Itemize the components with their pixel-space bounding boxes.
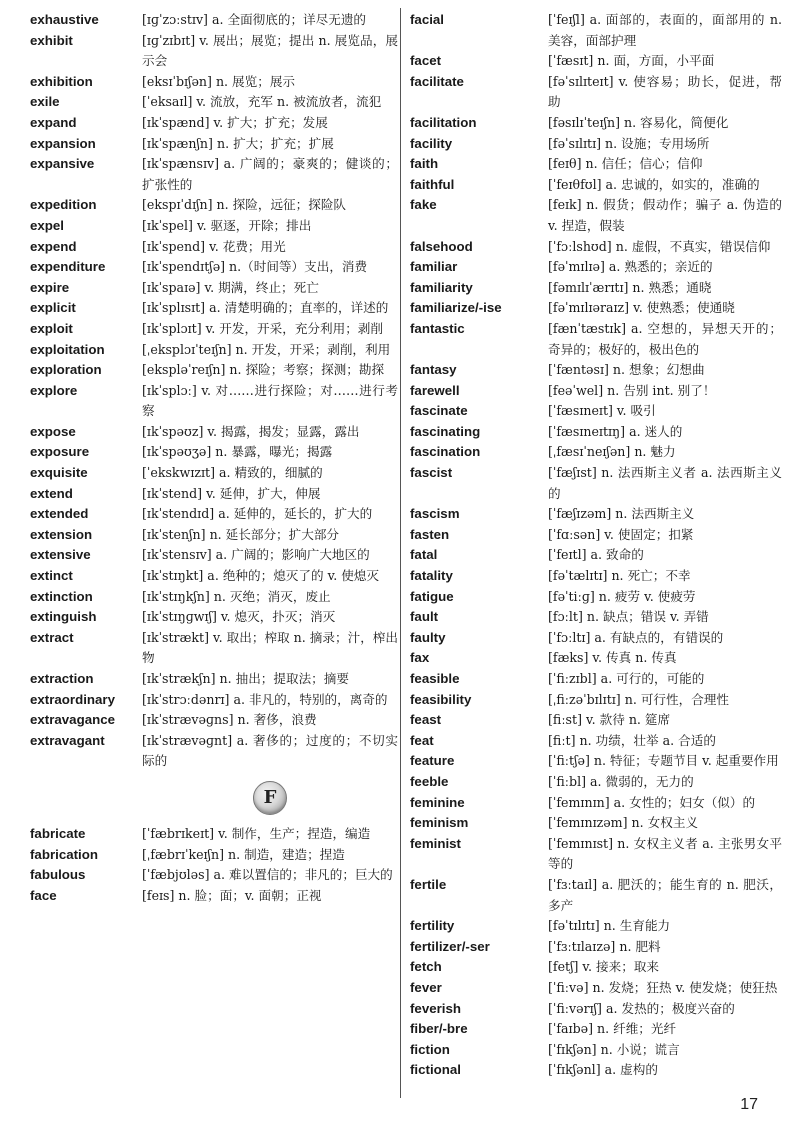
dictionary-entry [30, 381, 398, 422]
headword: fatality [410, 568, 453, 584]
dictionary-entry [410, 710, 782, 731]
headword: extinction [30, 588, 93, 604]
dictionary-entry [410, 916, 782, 937]
definition: [fæks] v. 传真 n. 传真 [548, 650, 677, 666]
dictionary-entry [30, 824, 398, 845]
headword: fantastic [410, 320, 465, 336]
definition: [ˈfæsɪneɪtɪŋ] a. 迷人的 [548, 423, 683, 439]
headword: fascination [410, 444, 481, 460]
right-column [410, 10, 782, 1081]
dictionary-entry [410, 690, 782, 711]
headword: feminine [410, 794, 465, 810]
dictionary-entry [410, 504, 782, 525]
dictionary-entry [410, 525, 782, 546]
dictionary-entry [30, 134, 398, 155]
headword: extinct [30, 568, 73, 584]
headword: feminism [410, 815, 469, 831]
definition: [ɪkˈstrævəɡnt] a. 奢侈的；过度的；不切实际的 [142, 732, 398, 769]
definition: [fəˈtɪlɪtɪ] n. 生育能力 [548, 918, 671, 934]
headword: expose [30, 423, 76, 439]
dictionary-entry [30, 566, 398, 587]
dictionary-entry [410, 381, 782, 402]
definition: [ˈfeɪθfʊl] a. 忠诚的，如实的，准确的 [548, 176, 760, 192]
definition: [ˌfiːzəˈbɪlɪtɪ] n. 可行性，合理性 [548, 691, 729, 707]
dictionary-entry [410, 113, 782, 134]
dictionary-entry [30, 886, 398, 907]
dictionary-entry [30, 113, 398, 134]
dictionary-entry [30, 669, 398, 690]
headword: fascinate [410, 403, 468, 419]
definition: [ɪkˈstrɔːdənrɪ] a. 非凡的，特别的，离奇的 [142, 691, 388, 707]
dictionary-entry [410, 669, 782, 690]
dictionary-entry [410, 566, 782, 587]
headword: explore [30, 382, 78, 398]
definition: [ˈfiːvərɪʃ] a. 发热的；极度兴奋的 [548, 1000, 735, 1016]
definition: [ɪkˈspendɪtʃə] n.（时间等）支出，消费 [142, 259, 368, 275]
headword: exhaustive [30, 12, 99, 27]
dictionary-entry [410, 1060, 782, 1081]
definition: [ɪkˈstendɪd] a. 延伸的，延长的，扩大的 [142, 506, 373, 522]
headword: fatigue [410, 588, 454, 604]
headword: fasten [410, 526, 450, 542]
dictionary-entry [30, 525, 398, 546]
definition: [ˈfɪkʃən] n. 小说；谎言 [548, 1041, 680, 1057]
headword: extraction [30, 671, 94, 686]
definition: [ˈfɔːltɪ] a. 有缺点的，有错误的 [548, 629, 724, 645]
dictionary-entry [410, 999, 782, 1020]
dictionary-entry [30, 298, 398, 319]
headword: fiber/-bre [410, 1021, 468, 1037]
headword: facilitate [410, 73, 464, 89]
definition: [fəmɪlɪˈærɪtɪ] n. 熟悉；通晓 [548, 279, 712, 295]
headword: extravagant [30, 732, 105, 748]
definition: [ɪkˈspəʊʒə] n. 暴露，曝光；揭露 [142, 444, 333, 460]
left-column [30, 10, 398, 906]
dictionary-entry [30, 154, 398, 195]
headword: face [30, 887, 57, 903]
dictionary-entry [30, 257, 398, 278]
headword: expend [30, 238, 77, 254]
definition: [ɪkˈsplɔː] v. 对……进行探险；对……进行考察 [142, 382, 398, 419]
headword: feverish [410, 1000, 461, 1016]
headword: fictional [410, 1062, 461, 1078]
definition: [ˈfeɪʃl] a. 面部的，表面的，面部用的 n. 美容，面部护理 [548, 12, 782, 48]
dictionary-entry [30, 72, 398, 93]
dictionary-entry [410, 278, 782, 299]
dictionary-entry [30, 442, 398, 463]
headword: facet [410, 53, 442, 69]
headword: fabricate [30, 825, 86, 841]
definition: [ˈfaɪbə] n. 纤维；光纤 [548, 1021, 677, 1037]
headword: feast [410, 712, 442, 728]
entry-list [30, 10, 398, 772]
definition: [ɪkˈstɪŋɡwɪʃ] v. 熄灭，扑灭；消灭 [142, 609, 336, 625]
definition: [feɪk] n. 假货；假动作；骗子 a. 伪造的 v. 捏造，假装 [548, 197, 782, 233]
dictionary-entry [410, 10, 782, 51]
headword: fetch [410, 959, 442, 975]
definition: [ɪɡˈzɔːstɪv] a. 全面彻底的；详尽无遗的 [142, 12, 367, 27]
headword: expel [30, 217, 65, 233]
definition: [fəˈsɪlɪtɪ] n. 设施；专用场所 [548, 135, 710, 151]
definition: [ˈfæsɪneɪt] v. 吸引 [548, 403, 656, 419]
dictionary-entry [30, 545, 398, 566]
dictionary-entry [410, 813, 782, 834]
headword: expansion [30, 135, 96, 151]
definition: [ˈfæsɪt] n. 面，方面，小平面 [548, 53, 715, 69]
dictionary-entry [410, 360, 782, 381]
headword: fertility [410, 918, 455, 934]
dictionary-entry [30, 278, 398, 299]
definition: [ɪkˈspel] v. 驱逐，开除；排出 [142, 217, 312, 233]
dictionary-entry [30, 484, 398, 505]
dictionary-entry [30, 710, 398, 731]
definition: [eksɪˈbɪʃən] n. 展览；展示 [142, 73, 296, 89]
column-divider [400, 8, 401, 1098]
definition: [ɪkˈspaɪə] v. 期满，终止；死亡 [142, 279, 319, 295]
dictionary-entry [410, 793, 782, 814]
dictionary-entry [410, 772, 782, 793]
dictionary-entry [30, 690, 398, 711]
definition: [ɪkˈstenʃn] n. 延长部分；扩大部分 [142, 526, 340, 542]
dictionary-entry [30, 587, 398, 608]
headword: exploit [30, 320, 73, 336]
definition: [ɪɡˈzɪbɪt] v. 展出；展览；提出 n. 展览品，展示会 [142, 32, 398, 69]
entry-list [30, 824, 398, 906]
entry-list [410, 10, 782, 1081]
headword: facility [410, 135, 453, 151]
dictionary-entry [410, 237, 782, 258]
dictionary-entry [30, 845, 398, 866]
headword: fake [410, 197, 437, 213]
dictionary-entry [30, 195, 398, 216]
dictionary-entry [30, 319, 398, 340]
dictionary-entry [30, 10, 398, 31]
headword: extended [30, 506, 89, 522]
dictionary-entry [30, 237, 398, 258]
dictionary-entry [410, 587, 782, 608]
definition: [ɪkˈstrævəɡns] n. 奢侈，浪费 [142, 712, 317, 728]
headword: fabrication [30, 846, 98, 862]
headword: exile [30, 94, 60, 110]
dictionary-entry [410, 422, 782, 443]
definition: [ˈfɜːtaɪl] a. 肥沃的；能生育的 n. 肥沃，多产 [548, 876, 782, 913]
definition: [ekspləˈreɪʃn] n. 探险；考察；探测；勘探 [142, 362, 385, 378]
headword: exploration [30, 362, 102, 378]
headword: falsehood [410, 238, 473, 254]
dictionary-entry [30, 422, 398, 443]
headword: fascist [410, 465, 453, 481]
dictionary-entry [410, 175, 782, 196]
definition: [ˈfemɪnɪst] n. 女权主义者 a. 主张男女平等的 [548, 835, 782, 872]
headword: expansive [30, 156, 95, 172]
definition: [feɪθ] n. 信任；信心；信仰 [548, 156, 703, 172]
headword: extinguish [30, 609, 97, 625]
definition: [ˌfæbrɪˈkeɪʃn] n. 制造，建造；捏造 [142, 846, 345, 862]
dictionary-entry [410, 1040, 782, 1061]
dictionary-entry [30, 865, 398, 886]
dictionary-entry [410, 257, 782, 278]
headword: facilitation [410, 114, 477, 130]
headword: expedition [30, 197, 97, 213]
dictionary-entry [410, 401, 782, 422]
definition: [ˈekskwɪzɪt] a. 精致的，细腻的 [142, 465, 323, 481]
headword: extract [30, 629, 74, 645]
definition: [fəsɪlɪˈteɪʃn] n. 容易化，简便化 [548, 114, 729, 130]
dictionary-entry [410, 834, 782, 875]
definition: [ɪkˈstensɪv] a. 广阔的；影响广大地区的 [142, 547, 370, 563]
definition: [ˌeksplɔɪˈteɪʃn] n. 开发，开采；剥削，利用 [142, 341, 391, 357]
definition: [ˈfiːzɪbl] a. 可行的，可能的 [548, 671, 705, 686]
dictionary-entry [410, 72, 782, 113]
dictionary-entry [30, 504, 398, 525]
dictionary-entry [410, 607, 782, 628]
headword: fever [410, 979, 442, 995]
headword: fascinating [410, 423, 481, 439]
dictionary-entry [410, 875, 782, 916]
definition: [ˈfæbrɪkeɪt] v. 制作，生产；捏造，编造 [142, 825, 371, 841]
headword: farewell [410, 382, 460, 398]
dictionary-entry [30, 628, 398, 669]
headword: expenditure [30, 259, 106, 275]
dictionary-entry [30, 340, 398, 361]
definition: [ɪkˈspænʃn] n. 扩大；扩充；扩展 [142, 135, 334, 151]
headword: extend [30, 485, 73, 501]
headword: fertilizer/-ser [410, 938, 490, 954]
dictionary-entry [410, 195, 782, 236]
definition: [ɪkˈstend] v. 延伸，扩大，伸展 [142, 485, 321, 501]
section-letter-badge: F [253, 781, 287, 815]
headword: extensive [30, 547, 91, 563]
dictionary-entry [410, 545, 782, 566]
headword: expand [30, 114, 77, 130]
headword: fault [410, 609, 439, 625]
headword: feasible [410, 671, 460, 686]
definition: [fəˈtælɪtɪ] n. 死亡；不幸 [548, 568, 691, 584]
headword: faith [410, 156, 439, 172]
headword: fertile [410, 876, 447, 892]
definition: [ɪkˈstrækʃn] n. 抽出；提取法；摘要 [142, 671, 349, 686]
definition: [ˈfemɪnɪzəm] n. 女权主义 [548, 815, 699, 831]
definition: [ɪkˈstɪŋkʃn] n. 灭绝；消灭，废止 [142, 588, 331, 604]
definition: [ˈfæʃɪst] n. 法西斯主义者 a. 法西斯主义的 [548, 465, 782, 501]
headword: feat [410, 732, 434, 748]
dictionary-entry [410, 957, 782, 978]
headword: fax [410, 650, 430, 666]
headword: exhibition [30, 73, 93, 89]
page-number: 17 [740, 1096, 758, 1113]
headword: exposure [30, 444, 90, 460]
dictionary-entry [410, 154, 782, 175]
dictionary-entry [30, 731, 398, 772]
definition: [ɪkˈsplɪsɪt] a. 清楚明确的；直率的，详述的 [142, 300, 389, 316]
dictionary-entry [30, 360, 398, 381]
headword: fascism [410, 506, 460, 522]
dictionary-entry [30, 31, 398, 72]
definition: [ɪkˈspend] v. 花费；用光 [142, 238, 286, 254]
headword: familiarity [410, 279, 473, 295]
dictionary-entry [410, 463, 782, 504]
definition: [ekspɪˈdɪʃn] n. 探险，远征；探险队 [142, 197, 347, 213]
headword: extraordinary [30, 691, 115, 707]
definition: [fəˈtiːɡ] n. 疲劳 v. 使疲劳 [548, 588, 696, 604]
headword: exploitation [30, 341, 105, 357]
headword: extravagance [30, 712, 116, 728]
headword: feasibility [410, 691, 472, 707]
dictionary-entry [410, 628, 782, 649]
dictionary-entry [30, 463, 398, 484]
section-marker [30, 772, 398, 824]
headword: feature [410, 753, 455, 769]
definition: [ˈfæʃɪzəm] n. 法西斯主义 [548, 506, 695, 522]
dictionary-entry [410, 937, 782, 958]
definition: [feɪs] n. 脸；面；v. 面朝；正视 [142, 887, 322, 903]
headword: fatal [410, 547, 438, 563]
definition: [fəˈmɪlɪə] a. 熟悉的；亲近的 [548, 259, 713, 275]
headword: facial [410, 12, 445, 27]
headword: familiarize/-ise [410, 300, 502, 316]
definition: [fɔːlt] n. 缺点；错误 v. 弄错 [548, 609, 709, 625]
definition: [ˈfemɪnɪn] a. 女性的；妇女（似）的 [548, 794, 756, 810]
dictionary-entry [30, 216, 398, 237]
dictionary-entry [410, 298, 782, 319]
definition: [fetʃ] v. 接来；取来 [548, 959, 660, 975]
dictionary-entry [30, 92, 398, 113]
dictionary-entry [410, 978, 782, 999]
headword: familiar [410, 259, 458, 275]
definition: [ɪkˈspænd] v. 扩大；扩充；发展 [142, 114, 328, 130]
definition: [ɪkˈstɪŋkt] a. 绝种的；熄灭了的 v. 使熄灭 [142, 568, 379, 584]
dictionary-entry [410, 51, 782, 72]
definition: [ˈfiːvə] n. 发烧；狂热 v. 使发烧；使狂热 [548, 979, 778, 995]
headword: extension [30, 526, 93, 542]
definition: [ɪkˈspəʊz] v. 揭露，揭发；显露，露出 [142, 423, 360, 439]
dictionary-entry [410, 648, 782, 669]
headword: faulty [410, 629, 446, 645]
headword: feminist [410, 835, 461, 851]
definition: [feəˈwel] n. 告别 int. 别了！ [548, 382, 716, 398]
headword: fantasy [410, 362, 457, 378]
definition: [ˈeksaɪl] v. 流放，充军 n. 被流放者，流犯 [142, 94, 382, 110]
headword: explicit [30, 300, 76, 316]
definition: [ˈfeɪtl] a. 致命的 [548, 547, 644, 563]
dictionary-entry [410, 751, 782, 772]
dictionary-entry [30, 607, 398, 628]
definition: [fænˈtæstɪk] a. 空想的，异想天开的；奇异的；极好的，极出色的 [548, 320, 782, 357]
headword: fabulous [30, 867, 86, 883]
definition: [fəˈsɪlɪteɪt] v. 使容易；助长，促进，帮助 [548, 73, 782, 110]
definition: [ˈfiːbl] a. 微弱的，无力的 [548, 773, 694, 789]
dictionary-entry [410, 442, 782, 463]
headword: faithful [410, 176, 455, 192]
definition: [fəˈmɪlɪəraɪz] v. 使熟悉；使通晓 [548, 300, 735, 316]
headword: fiction [410, 1041, 450, 1057]
dictionary-entry [410, 319, 782, 360]
definition: [ˈfɪkʃənl] a. 虚构的 [548, 1062, 658, 1078]
definition: [ˈfɑːsən] v. 使固定；扣紧 [548, 526, 694, 542]
dictionary-entry [410, 731, 782, 752]
headword: feeble [410, 773, 449, 789]
definition: [ˈfɔːlshʊd] n. 虚假，不真实，错误信仰 [548, 238, 771, 254]
headword: exhibit [30, 32, 73, 48]
definition: [ˌfæsɪˈneɪʃən] n. 魅力 [548, 444, 676, 460]
definition: [fiːt] n. 功绩，壮举 a. 合适的 [548, 732, 716, 748]
definition: [ˈfɜːtɪlaɪzə] n. 肥料 [548, 938, 661, 954]
headword: expire [30, 279, 70, 295]
definition: [ˈfæbjʊləs] a. 难以置信的；非凡的；巨大的 [142, 867, 393, 883]
definition: [ɪkˈsplɔɪt] v. 开发，开采，充分利用；剥削 [142, 320, 383, 336]
definition: [ˈfæntəsɪ] n. 想象；幻想曲 [548, 362, 705, 378]
definition: [ɪkˈstrækt] v. 取出；榨取 n. 摘录；汁，榨出物 [142, 629, 398, 666]
headword: exquisite [30, 465, 88, 481]
definition: [ˈfiːtʃə] n. 特征；专题节目 v. 起重要作用 [548, 753, 779, 769]
dictionary-entry [410, 134, 782, 155]
dictionary-entry [410, 1019, 782, 1040]
definition: [fiːst] v. 款待 n. 筵席 [548, 712, 671, 728]
definition: [ɪkˈspænsɪv] a. 广阔的；豪爽的；健谈的；扩张性的 [142, 156, 398, 192]
